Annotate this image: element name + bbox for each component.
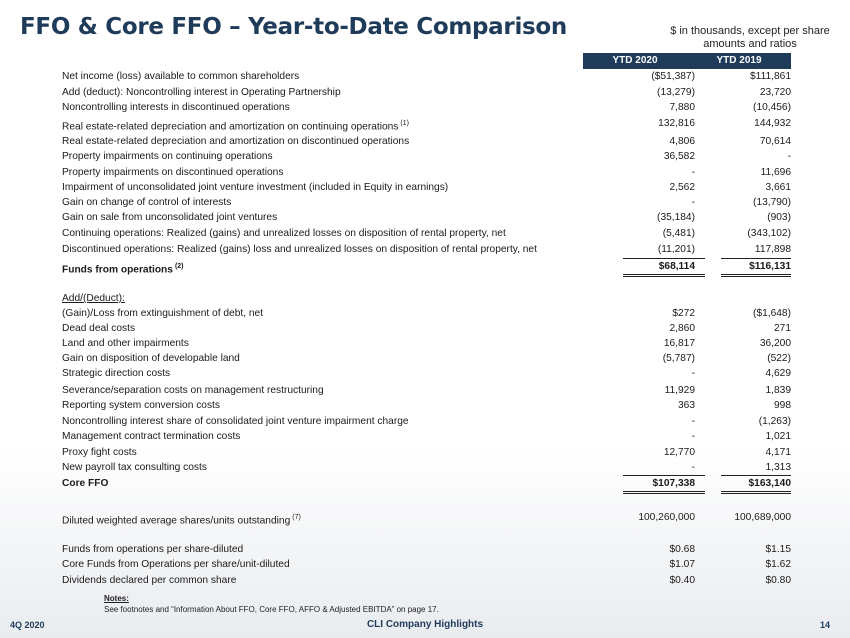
value-ytd-2020: 4,806: [669, 136, 695, 147]
value-ytd-2020: (11,201): [657, 244, 695, 255]
footnote-marker: (1): [400, 120, 409, 127]
value-ytd-2020: 2,562: [669, 182, 695, 193]
row-label: [62, 291, 125, 307]
total-rule: [721, 274, 791, 275]
row-label: [62, 85, 341, 101]
table-row: [62, 165, 791, 181]
value-ytd-2020: $68,114: [658, 261, 695, 272]
row-label: [62, 557, 290, 573]
value-ytd-2020: -: [691, 368, 695, 379]
value-ytd-2020: ($51,387): [651, 71, 695, 82]
row-label-text: Land and other impairments: [62, 338, 189, 349]
value-ytd-2020: $0.68: [669, 544, 695, 555]
notes-heading: Notes:: [104, 594, 129, 603]
table-row: [62, 573, 791, 589]
table-row: [62, 306, 791, 322]
row-label-text: Severance/separation costs on management restructuring: [62, 385, 324, 396]
value-ytd-2020: -: [691, 431, 695, 442]
row-label: [62, 383, 324, 399]
row-label: [62, 134, 409, 150]
row-label-text: Funds from operations per share-diluted: [62, 544, 244, 555]
table-row: [62, 259, 791, 275]
value-ytd-2020: 16,817: [663, 338, 695, 349]
table-row: [62, 242, 791, 258]
value-ytd-2019: $111,861: [750, 71, 791, 82]
column-header-bar: [583, 53, 791, 69]
row-label-text: Net income (loss) available to common shareholders: [62, 71, 300, 82]
row-label: [62, 195, 231, 211]
value-ytd-2019: 3,661: [765, 182, 791, 193]
row-label-text: Noncontrolling interests in discontinued operations: [62, 102, 290, 113]
table-row: [62, 100, 791, 116]
row-label-text: Add/(Deduct):: [62, 293, 125, 304]
row-label-text: Core FFO: [62, 478, 109, 489]
table-row: [62, 69, 791, 85]
table-row: [62, 414, 791, 430]
table-row: [62, 429, 791, 445]
value-ytd-2020: -: [691, 462, 695, 473]
row-label: [62, 210, 277, 226]
value-ytd-2020: 7,880: [669, 102, 695, 113]
row-label-text: Noncontrolling interest share of consolidated joint venture impairment charge: [62, 416, 409, 427]
value-ytd-2020: $272: [672, 308, 695, 319]
row-label-text: Dividends declared per common share: [62, 575, 237, 586]
table-row: [62, 383, 791, 399]
column-header-ytd-2019: YTD 2019: [716, 55, 762, 66]
row-label-text: Gain on sale from unconsolidated joint ventures: [62, 212, 278, 223]
row-label: [62, 351, 240, 367]
total-rule: [623, 258, 705, 259]
table-row: [62, 460, 791, 476]
table-row: [62, 291, 791, 307]
value-ytd-2020: (5,481): [662, 228, 695, 239]
row-label: [62, 69, 299, 85]
value-ytd-2019: 998: [774, 400, 791, 411]
row-label: [62, 476, 108, 492]
value-ytd-2020: $1.07: [669, 559, 695, 570]
table-row: [62, 134, 791, 150]
row-label-text: Impairment of unconsolidated joint venture investment (included in Equity in earnings): [62, 182, 449, 193]
table-row: [62, 180, 791, 196]
row-label: [62, 573, 236, 589]
value-ytd-2019: 70,614: [759, 136, 791, 147]
value-ytd-2020: -: [691, 167, 695, 178]
table-row: [62, 351, 791, 367]
row-label: [62, 398, 220, 414]
value-ytd-2020: 36,582: [663, 151, 695, 162]
value-ytd-2019: 1,313: [765, 462, 791, 473]
value-ytd-2020: (35,184): [657, 212, 695, 223]
total-rule: [623, 475, 705, 476]
units-note: $ in thousands, except per share amounts and ratios: [670, 25, 830, 50]
value-ytd-2020: 12,770: [663, 447, 695, 458]
table-row: [62, 116, 791, 132]
value-ytd-2019: -: [787, 151, 791, 162]
total-rule: [623, 491, 705, 492]
row-label-text: Property impairments on continuing operations: [62, 151, 273, 162]
value-ytd-2020: 2,860: [669, 323, 695, 334]
row-label-text: Strategic direction costs: [62, 368, 171, 379]
value-ytd-2019: $1.62: [765, 559, 791, 570]
value-ytd-2019: (903): [767, 212, 791, 223]
value-ytd-2019: 23,720: [759, 87, 791, 98]
value-ytd-2019: $1.15: [765, 544, 791, 555]
table-row: [62, 542, 791, 558]
row-label-text: Dead deal costs: [62, 323, 136, 334]
table-row: [62, 366, 791, 382]
row-label: [62, 414, 409, 430]
table-row: [62, 445, 791, 461]
notes-text: See footnotes and “Information About FFO, Core FFO, AFFO & Adjusted EBITDA” on page 17.: [104, 605, 439, 614]
total-rule: [721, 493, 791, 494]
footnote-marker: (7): [292, 514, 301, 521]
value-ytd-2019: 11,696: [760, 167, 791, 178]
row-label: [62, 336, 189, 352]
value-ytd-2019: 1,839: [765, 385, 791, 396]
row-label-text: Real estate-related depreciation and amortization on discontinued operations: [62, 136, 410, 147]
row-label: [62, 242, 537, 258]
row-label-text: Continuing operations: Realized (gains) and unrealized losses on disposition of rental property, net: [62, 228, 506, 239]
table-row: [62, 476, 791, 492]
value-ytd-2019: 144,932: [754, 118, 791, 129]
row-label: [62, 259, 184, 278]
row-label-text: Proxy fight costs: [62, 447, 137, 458]
row-label-text: Gain on disposition of developable land: [62, 353, 240, 364]
value-ytd-2020: 100,260,000: [638, 512, 695, 523]
footer-period: 4Q 2020: [10, 620, 45, 630]
value-ytd-2020: (5,787): [662, 353, 695, 364]
value-ytd-2019: 4,629: [765, 368, 791, 379]
column-header-ytd-2020: YTD 2020: [612, 55, 658, 66]
total-rule: [623, 493, 705, 494]
value-ytd-2019: 1,021: [765, 431, 791, 442]
row-label-text: Funds from operations: [62, 264, 173, 276]
value-ytd-2019: (10,456): [753, 102, 791, 113]
row-label-text: Add (deduct): Noncontrolling interest in Operating Partnership: [62, 87, 341, 98]
row-label-text: New payroll tax consulting costs: [62, 462, 207, 473]
row-label-text: Diluted weighted average shares/units outstanding: [62, 515, 291, 527]
total-rule: [623, 274, 705, 275]
row-label: [62, 165, 283, 181]
value-ytd-2019: 4,171: [765, 447, 791, 458]
total-rule: [721, 258, 791, 259]
row-label: [62, 321, 135, 337]
table-row: [62, 195, 791, 211]
row-label: [62, 429, 240, 445]
value-ytd-2019: (1,263): [758, 416, 791, 427]
value-ytd-2019: $116,131: [749, 261, 791, 272]
value-ytd-2020: -: [691, 197, 695, 208]
row-label: [62, 306, 263, 322]
value-ytd-2020: 132,816: [658, 118, 695, 129]
table-row: [62, 210, 791, 226]
total-rule: [721, 475, 791, 476]
row-label: [62, 180, 448, 196]
row-label-text: Core Funds from Operations per share/unit-diluted: [62, 559, 290, 570]
value-ytd-2020: 363: [678, 400, 695, 411]
row-label: [62, 366, 170, 382]
value-ytd-2019: 100,689,000: [734, 512, 791, 523]
notes: [104, 593, 439, 615]
table-row: [62, 321, 791, 337]
table-row: [62, 226, 791, 242]
value-ytd-2019: $0.80: [765, 575, 791, 586]
value-ytd-2019: (13,790): [753, 197, 791, 208]
table-row: [62, 557, 791, 573]
row-label: [62, 149, 273, 165]
value-ytd-2020: -: [691, 416, 695, 427]
row-label: [62, 445, 137, 461]
footnote-marker: (2): [174, 263, 184, 270]
row-label: [62, 510, 301, 529]
value-ytd-2020: $107,338: [652, 478, 695, 489]
page-title: FFO & Core FFO – Year-to-Date Comparison: [20, 14, 567, 40]
row-label-text: Management contract termination costs: [62, 431, 241, 442]
table-row: [62, 398, 791, 414]
value-ytd-2019: (343,102): [747, 228, 791, 239]
row-label-text: Gain on change of control of interests: [62, 197, 232, 208]
value-ytd-2019: ($1,648): [753, 308, 791, 319]
value-ytd-2020: $0.40: [669, 575, 695, 586]
table-row: [62, 336, 791, 352]
total-rule: [721, 276, 791, 277]
table-row: [62, 85, 791, 101]
row-label-text: Discontinued operations: Realized (gains) loss and unrealized losses on disposition of rental property, net: [62, 244, 537, 255]
row-label-text: Reporting system conversion costs: [62, 400, 220, 411]
row-label-text: Real estate-related depreciation and amortization on continuing operations: [62, 121, 399, 133]
value-ytd-2019: $163,140: [748, 478, 791, 489]
row-label: [62, 116, 409, 135]
row-label: [62, 460, 207, 476]
page-number: 14: [819, 620, 830, 630]
row-label: [62, 542, 243, 558]
total-rule: [721, 491, 791, 492]
value-ytd-2020: 11,929: [664, 385, 695, 396]
table-row: [62, 149, 791, 165]
value-ytd-2019: 36,200: [759, 338, 791, 349]
row-label: [62, 226, 506, 242]
footer-company-highlights: CLI Company Highlights: [366, 619, 484, 630]
table-row: [62, 510, 791, 526]
value-ytd-2020: (13,279): [657, 87, 695, 98]
value-ytd-2019: 271: [774, 323, 791, 334]
value-ytd-2019: 117,898: [754, 244, 791, 255]
row-label: [62, 100, 290, 116]
value-ytd-2019: (522): [767, 353, 791, 364]
total-rule: [623, 276, 705, 277]
row-label-text: (Gain)/Loss from extinguishment of debt, net: [62, 308, 264, 319]
row-label-text: Property impairments on discontinued operations: [62, 167, 284, 178]
